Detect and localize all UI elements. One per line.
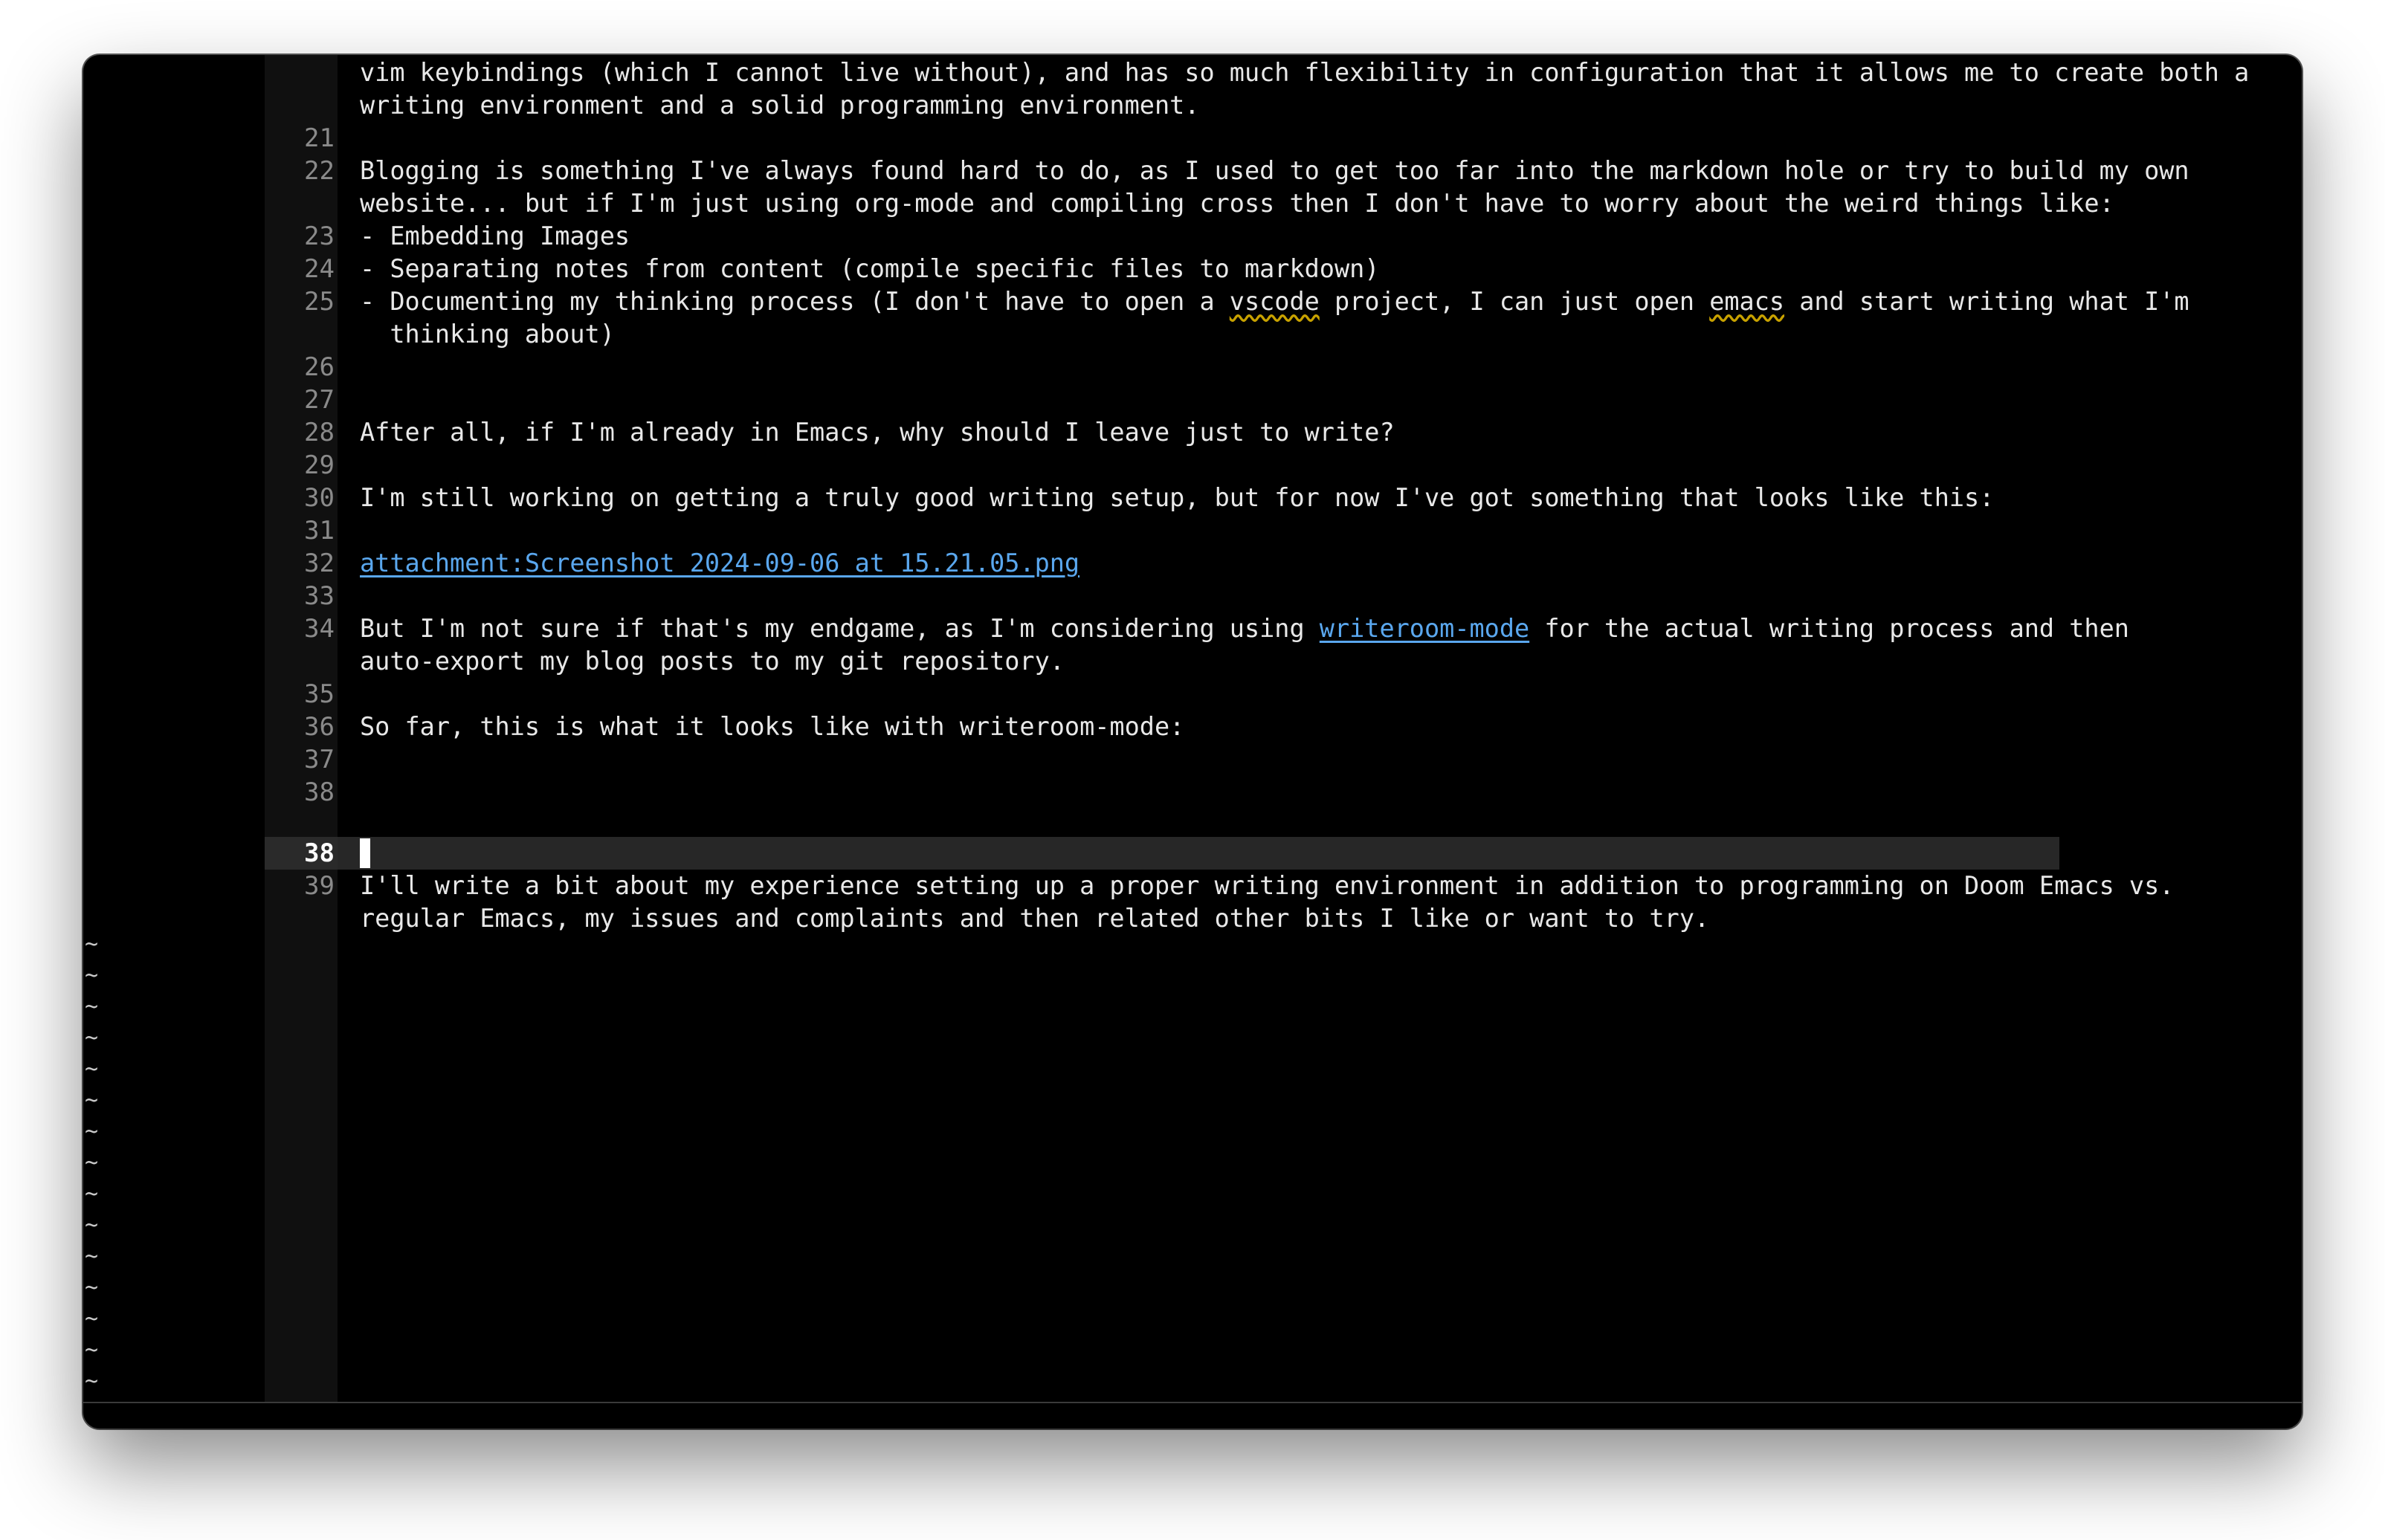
misspelled-word[interactable]: emacs	[1709, 287, 1785, 316]
empty-line-marker: ~	[85, 931, 99, 957]
text-line: After all, if I'm already in Emacs, why should I leave just to write?	[360, 418, 1395, 447]
text-segment: project, I can just open	[1319, 287, 1710, 316]
text-line: Blogging is something I've always found hard to do, as I used to get too far into the markdown hole or try to build my own	[360, 156, 2189, 185]
text-line: regular Emacs, my issues and complaints and then related other bits I like or want to try.	[360, 904, 1710, 933]
empty-line-marker: ~	[85, 1337, 99, 1363]
line-number: 34	[304, 614, 335, 644]
emacs-window	[83, 55, 2302, 1429]
text-line: I'll write a bit about my experience setting up a proper writing environment in addition to programming on Doom Emacs vs.	[360, 871, 2175, 900]
empty-line-marker: ~	[85, 1275, 99, 1301]
text-line: website... but if I'm just using org-mode and compiling cross then I don't have to worry about the weird things like:	[360, 189, 2114, 218]
text-segment: - Documenting my thinking process (I don't have to open a	[360, 287, 1230, 316]
line-number: 21	[304, 123, 335, 153]
line-number: 32	[304, 549, 335, 578]
line-number: 25	[304, 287, 335, 317]
list-item: - Separating notes from content (compile specific files to markdown)	[360, 254, 1380, 283]
text-line: auto-export my blog posts to my git repository.	[360, 647, 1065, 676]
line-number: 26	[304, 352, 335, 382]
text-line	[360, 612, 2129, 645]
line-number: 36	[304, 712, 335, 742]
text-segment: for the actual writing process and then	[1529, 614, 2129, 643]
empty-line-marker: ~	[85, 1243, 99, 1269]
empty-line-marker: ~	[85, 1306, 99, 1332]
empty-line-marker: ~	[85, 1025, 99, 1051]
line-number: 28	[304, 418, 335, 447]
text-segment: But I'm not sure if that's my endgame, as I'm considering using	[360, 614, 1320, 643]
current-line-number: 38	[304, 838, 335, 868]
empty-line-marker: ~	[85, 1150, 99, 1176]
text-line: writing environment and a solid programming environment.	[360, 91, 1200, 120]
misspelled-word[interactable]: vscode	[1229, 287, 1320, 316]
line-number: 38	[304, 777, 335, 807]
text-line	[360, 547, 1079, 580]
line-number: 37	[304, 745, 335, 774]
empty-line-marker: ~	[85, 962, 99, 989]
list-item	[360, 285, 2189, 318]
line-number-gutter	[265, 55, 338, 1402]
line-number: 24	[304, 254, 335, 284]
empty-line-fringe	[83, 55, 109, 1429]
line-number: 22	[304, 156, 335, 186]
empty-line-marker: ~	[85, 1056, 99, 1082]
empty-line-marker: ~	[85, 1368, 99, 1394]
empty-line-marker: ~	[85, 1212, 99, 1238]
empty-line-marker: ~	[85, 1087, 99, 1113]
list-item: - Embedding Images	[360, 221, 630, 250]
text-line: thinking about)	[360, 320, 615, 349]
text-segment: and start writing what I'm	[1784, 287, 2189, 316]
line-number: 29	[304, 450, 335, 480]
text-cursor	[360, 838, 370, 868]
line-number: 30	[304, 483, 335, 513]
line-number: 23	[304, 221, 335, 251]
line-number: 33	[304, 581, 335, 611]
writeroom-mode-link[interactable]: writeroom-mode	[1319, 614, 1530, 643]
empty-line-marker: ~	[85, 1119, 99, 1145]
current-line-highlight	[338, 837, 2059, 870]
modeline-divider	[83, 1402, 2302, 1403]
text-line: vim keybindings (which I cannot live without), and has so much flexibility in configuration that it allows me to create both a	[360, 58, 2250, 87]
text-line: So far, this is what it looks like with writeroom-mode:	[360, 712, 1185, 741]
empty-line-marker: ~	[85, 1181, 99, 1207]
line-number: 39	[304, 871, 335, 901]
line-number: 27	[304, 385, 335, 415]
text-line: I'm still working on getting a truly good writing setup, but for now I've got something that looks like this:	[360, 483, 1995, 512]
line-number: 31	[304, 516, 335, 546]
empty-line-marker: ~	[85, 994, 99, 1020]
line-number: 35	[304, 679, 335, 709]
attachment-link[interactable]: attachment:Screenshot 2024-09-06 at 15.21.05.png	[360, 549, 1080, 578]
